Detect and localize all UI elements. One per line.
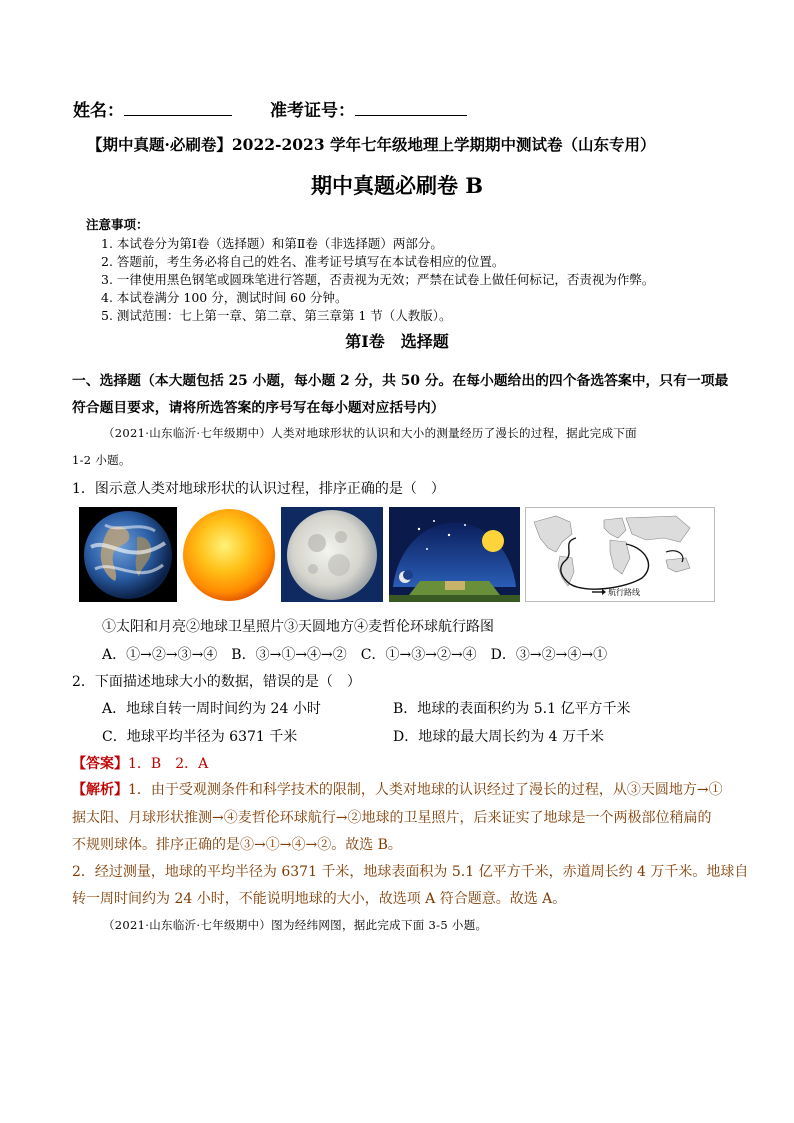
note-item: 4. 本试卷满分 100 分，测试时间 60 分钟。 [101, 290, 348, 305]
analysis-line-2: 据太阳、月球形状推测→④麦哲伦环球航行→②地球的卫星照片，后来证实了地球是一个两极部位稍扁的 [72, 810, 712, 826]
intro-1-line-1: （2021·山东临沂·七年级期中）人类对地球形状的认识和大小的测量经历了漫长的过程，据此完成下面 [103, 426, 637, 440]
answer-text: 1．B 2．A [128, 756, 209, 772]
name-field [73, 96, 232, 121]
q2-option-b: B．地球的表面积约为 5.1 亿平方千米 [393, 701, 631, 717]
sun-icon [180, 507, 278, 602]
note-item: 5. 测试范围：七上第一章、第二章、第三章第 1 节（人教版）。 [101, 308, 452, 323]
intro-2: （2021·山东临沂·七年级期中）图为经纬网图，据此完成下面 3-5 小题。 [103, 918, 488, 932]
note-item: 2. 答题前，考生务必将自己的姓名、准考证号填写在本试卷相应的位置。 [101, 254, 505, 269]
q2-stem: 2．下面描述地球大小的数据，错误的是（ ） [72, 674, 361, 690]
notes-heading: 注意事项： [86, 217, 149, 232]
q2-option-a: A．地球自转一周时间约为 24 小时 [102, 701, 321, 717]
sun-image [180, 507, 278, 602]
analysis-line-5: 转一周时间约为 24 小时，不能说明地球的大小，故选项 A 符合题意。故选 A。 [72, 891, 567, 907]
q2-option-c: C．地球平均半径为 6371 千米 [102, 729, 298, 745]
dome-heaven-image [389, 507, 520, 602]
answer-block [72, 753, 208, 773]
exam-id-label: 准考证号： [270, 101, 355, 121]
paper-title: 期中真题必刷卷 B [310, 173, 484, 198]
answer-label: 【答案】 [72, 756, 128, 772]
intro-1-line-2: 1-2 小题。 [72, 453, 131, 467]
earth-photo-image [79, 507, 177, 602]
world-map-route-image [525, 507, 715, 602]
name-blank[interactable] [124, 101, 232, 116]
part-one-line-1: 一、选择题（本大题包括 25 小题，每小题 2 分，共 50 分。在每小题给出的四个备选答案中，只有一项最 [72, 373, 729, 389]
part-one-line-2: 符合题目要求，请将所选答案的序号写在每小题对应括号内） [72, 400, 445, 416]
exam-title: 【期中真题·必刷卷】2022-2023 学年七年级地理上学期期中测试卷（山东专用） [87, 135, 656, 154]
note-item: 3. 一律使用黑色钢笔或圆珠笔进行答题，否责视为无效；严禁在试卷上做任何标记，否责视为作弊。 [101, 272, 655, 287]
name-label: 姓名： [73, 101, 124, 121]
exam-id-field [270, 96, 467, 121]
exam-id-blank[interactable] [355, 101, 467, 116]
analysis-line-4: 2．经过测量，地球的平均半径为 6371 千米，地球表面积为 5.1 亿平方千米，赤道周长约 4 万千米。地球自 [72, 864, 749, 880]
note-item: 1. 本试卷分为第Ⅰ卷（选择题）和第Ⅱ卷（非选择题）两部分。 [101, 236, 443, 251]
section-title: 第Ⅰ卷 选择题 [345, 332, 449, 351]
analysis-line-3: 不规则球体。排序正确的是③→①→④→②。故选 B。 [72, 837, 402, 853]
q1-options: A．①→②→③→④ B．③→①→④→② C．①→③→②→④ D．③→②→④→① [102, 647, 608, 663]
analysis-line-1 [72, 779, 723, 799]
moon-icon [281, 507, 383, 602]
q2-option-d: D．地球的最大周长约为 4 万千米 [393, 729, 605, 745]
analysis-label: 【解析】 [72, 782, 128, 798]
earth-globe-icon [79, 507, 177, 602]
moon-image [281, 507, 383, 602]
world-map-icon [526, 508, 714, 601]
analysis-text: 1．由于受观测条件和科学技术的限制，人类对地球的认识经过了漫长的过程，从③天圆地方→① [128, 782, 723, 798]
q1-stem: 1．图示意人类对地球形状的认识过程，排序正确的是（ ） [72, 481, 445, 497]
q1-caption: ①太阳和月亮②地球卫星照片③天圆地方④麦哲伦环球航行路图 [102, 619, 494, 635]
round-sky-square-earth-icon [389, 507, 520, 602]
map-legend-text: 航行路线 [608, 588, 640, 597]
